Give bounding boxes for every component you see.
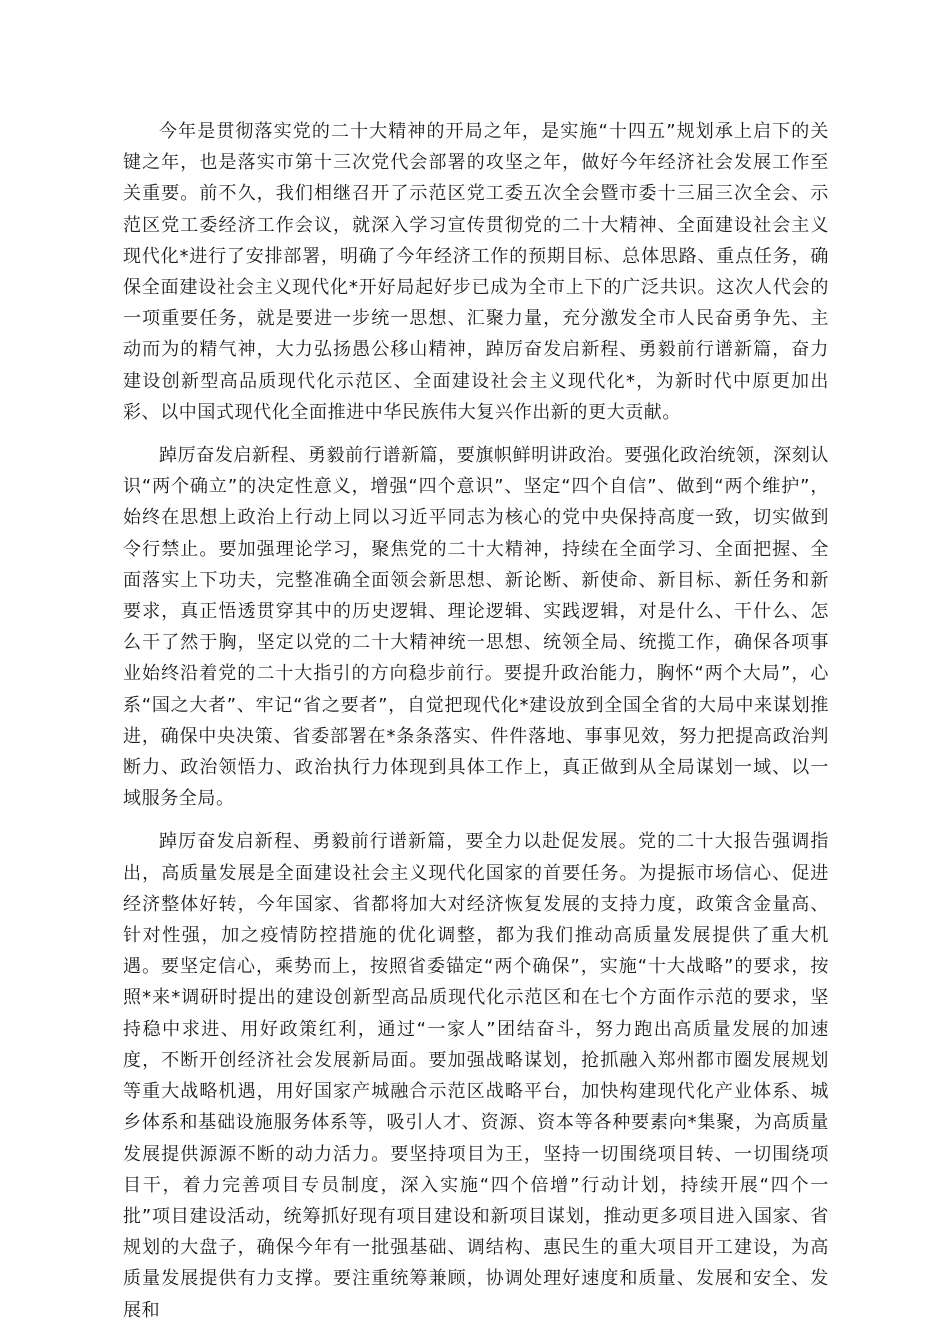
paragraph-1: 今年是贯彻落实党的二十大精神的开局之年，是实施“十四五”规划承上启下的关键之年，也是落实市第十三次党代会部署的攻坚之年，做好今年经济社会发展工作至关重要。前不久，我们相继召开了示范区党工委五次全会暨市委十三届三次全会、示范区党工委经济工作会议，就深入学习宣传贯彻党的二十大精神、全面建设社会主义现代化*进行了安排部署，明确了今年经济工作的预期目标、总体思路、重点任务，确保全面建设社会主义现代化*开好局起好步已成为全市上下的广泛共识。这次人代会的一项重要任务，就是要进一步统一思想、汇聚力量，充分激发全市人民奋勇争先、主动而为的精气神，大力弘扬愚公移山精神，踔厉奋发启新程、勇毅前行谱新篇，奋力建设创新型高品质现代化示范区、全面建设社会主义现代化*，为新时代中原更加出彩、以中国式现代化全面推进中华民族伟大复兴作出新的更大贡献。 — [123, 121, 829, 423]
document-body — [123, 116, 829, 1338]
paragraph-3: 踔厉奋发启新程、勇毅前行谱新篇，要全力以赴促发展。党的二十大报告强调指出，高质量发展是全面建设社会主义现代化国家的首要任务。为提振市场信心、促进经济整体好转，今年国家、省都将加大对经济恢复发展的支持力度，政策含金量高、针对性强，加之疫情防控措施的优化调整，都为我们推动高质量发展提供了重大机遇。要坚定信心，乘势而上，按照省委锚定“两个确保”，实施“十大战略”的要求，按照*来*调研时提出的建设创新型高品质现代化示范区和在七个方面作示范的要求，坚持稳中求进、用好政策红利，通过“一家人”团结奋斗，努力跑出高质量发展的加速度，不断开创经济社会发展新局面。要加强战略谋划，抢抓融入郑州都市圈发展规划等重大战略机遇，用好国家产城融合示范区战略平台，加快构建现代化产业体系、城乡体系和基础设施服务体系等，吸引人才、资源、资本等各种要素向*集聚，为高质量发展提供源源不断的动力活力。要坚持项目为王，坚持一切围绕项目转、一切围绕项目干，着力完善项目专员制度，深入实施“四个倍增”行动计划，持续开展“四个一批”项目建设活动，统筹抓好现有项目建设和新项目谋划，推动更多项目进入国家、省规划的大盘子，确保今年有一批强基础、调结构、惠民生的重大项目开工建设，为高质量发展提供有力支撑。要注重统筹兼顾，协调处理好速度和质量、发展和安全、发展和 — [123, 831, 829, 1321]
paragraph-2: 踔厉奋发启新程、勇毅前行谱新篇，要旗帜鲜明讲政治。要强化政治统领，深刻认识“两个确立”的决定性意义，增强“四个意识”、坚定“四个自信”、做到“两个维护”，始终在思想上政治上行动上同以习近平同志为核心的党中央保持高度一致，切实做到令行禁止。要加强理论学习，聚焦党的二十大精神，持续在全面学习、全面把握、全面落实上下功夫，完整准确全面领会新思想、新论断、新使命、新目标、新任务和新要求，真正悟透贯穿其中的历史逻辑、理论逻辑、实践逻辑，对是什么、干什么、怎么干了然于胸，坚定以党的二十大精神统一思想、统领全局、统揽工作，确保各项事业始终沿着党的二十大指引的方向稳步前行。要提升政治能力，胸怀“两个大局”，心系“国之大者”、牢记“省之要者”，自觉把现代化*建设放到全国全省的大局中来谋划推进，确保中央决策、省委部署在*条条落实、件件落地、事事见效，努力把提高政治判断力、政治领悟力、政治执行力体现到具体工作上，真正做到从全局谋划一域、以一域服务全局。 — [123, 445, 829, 810]
